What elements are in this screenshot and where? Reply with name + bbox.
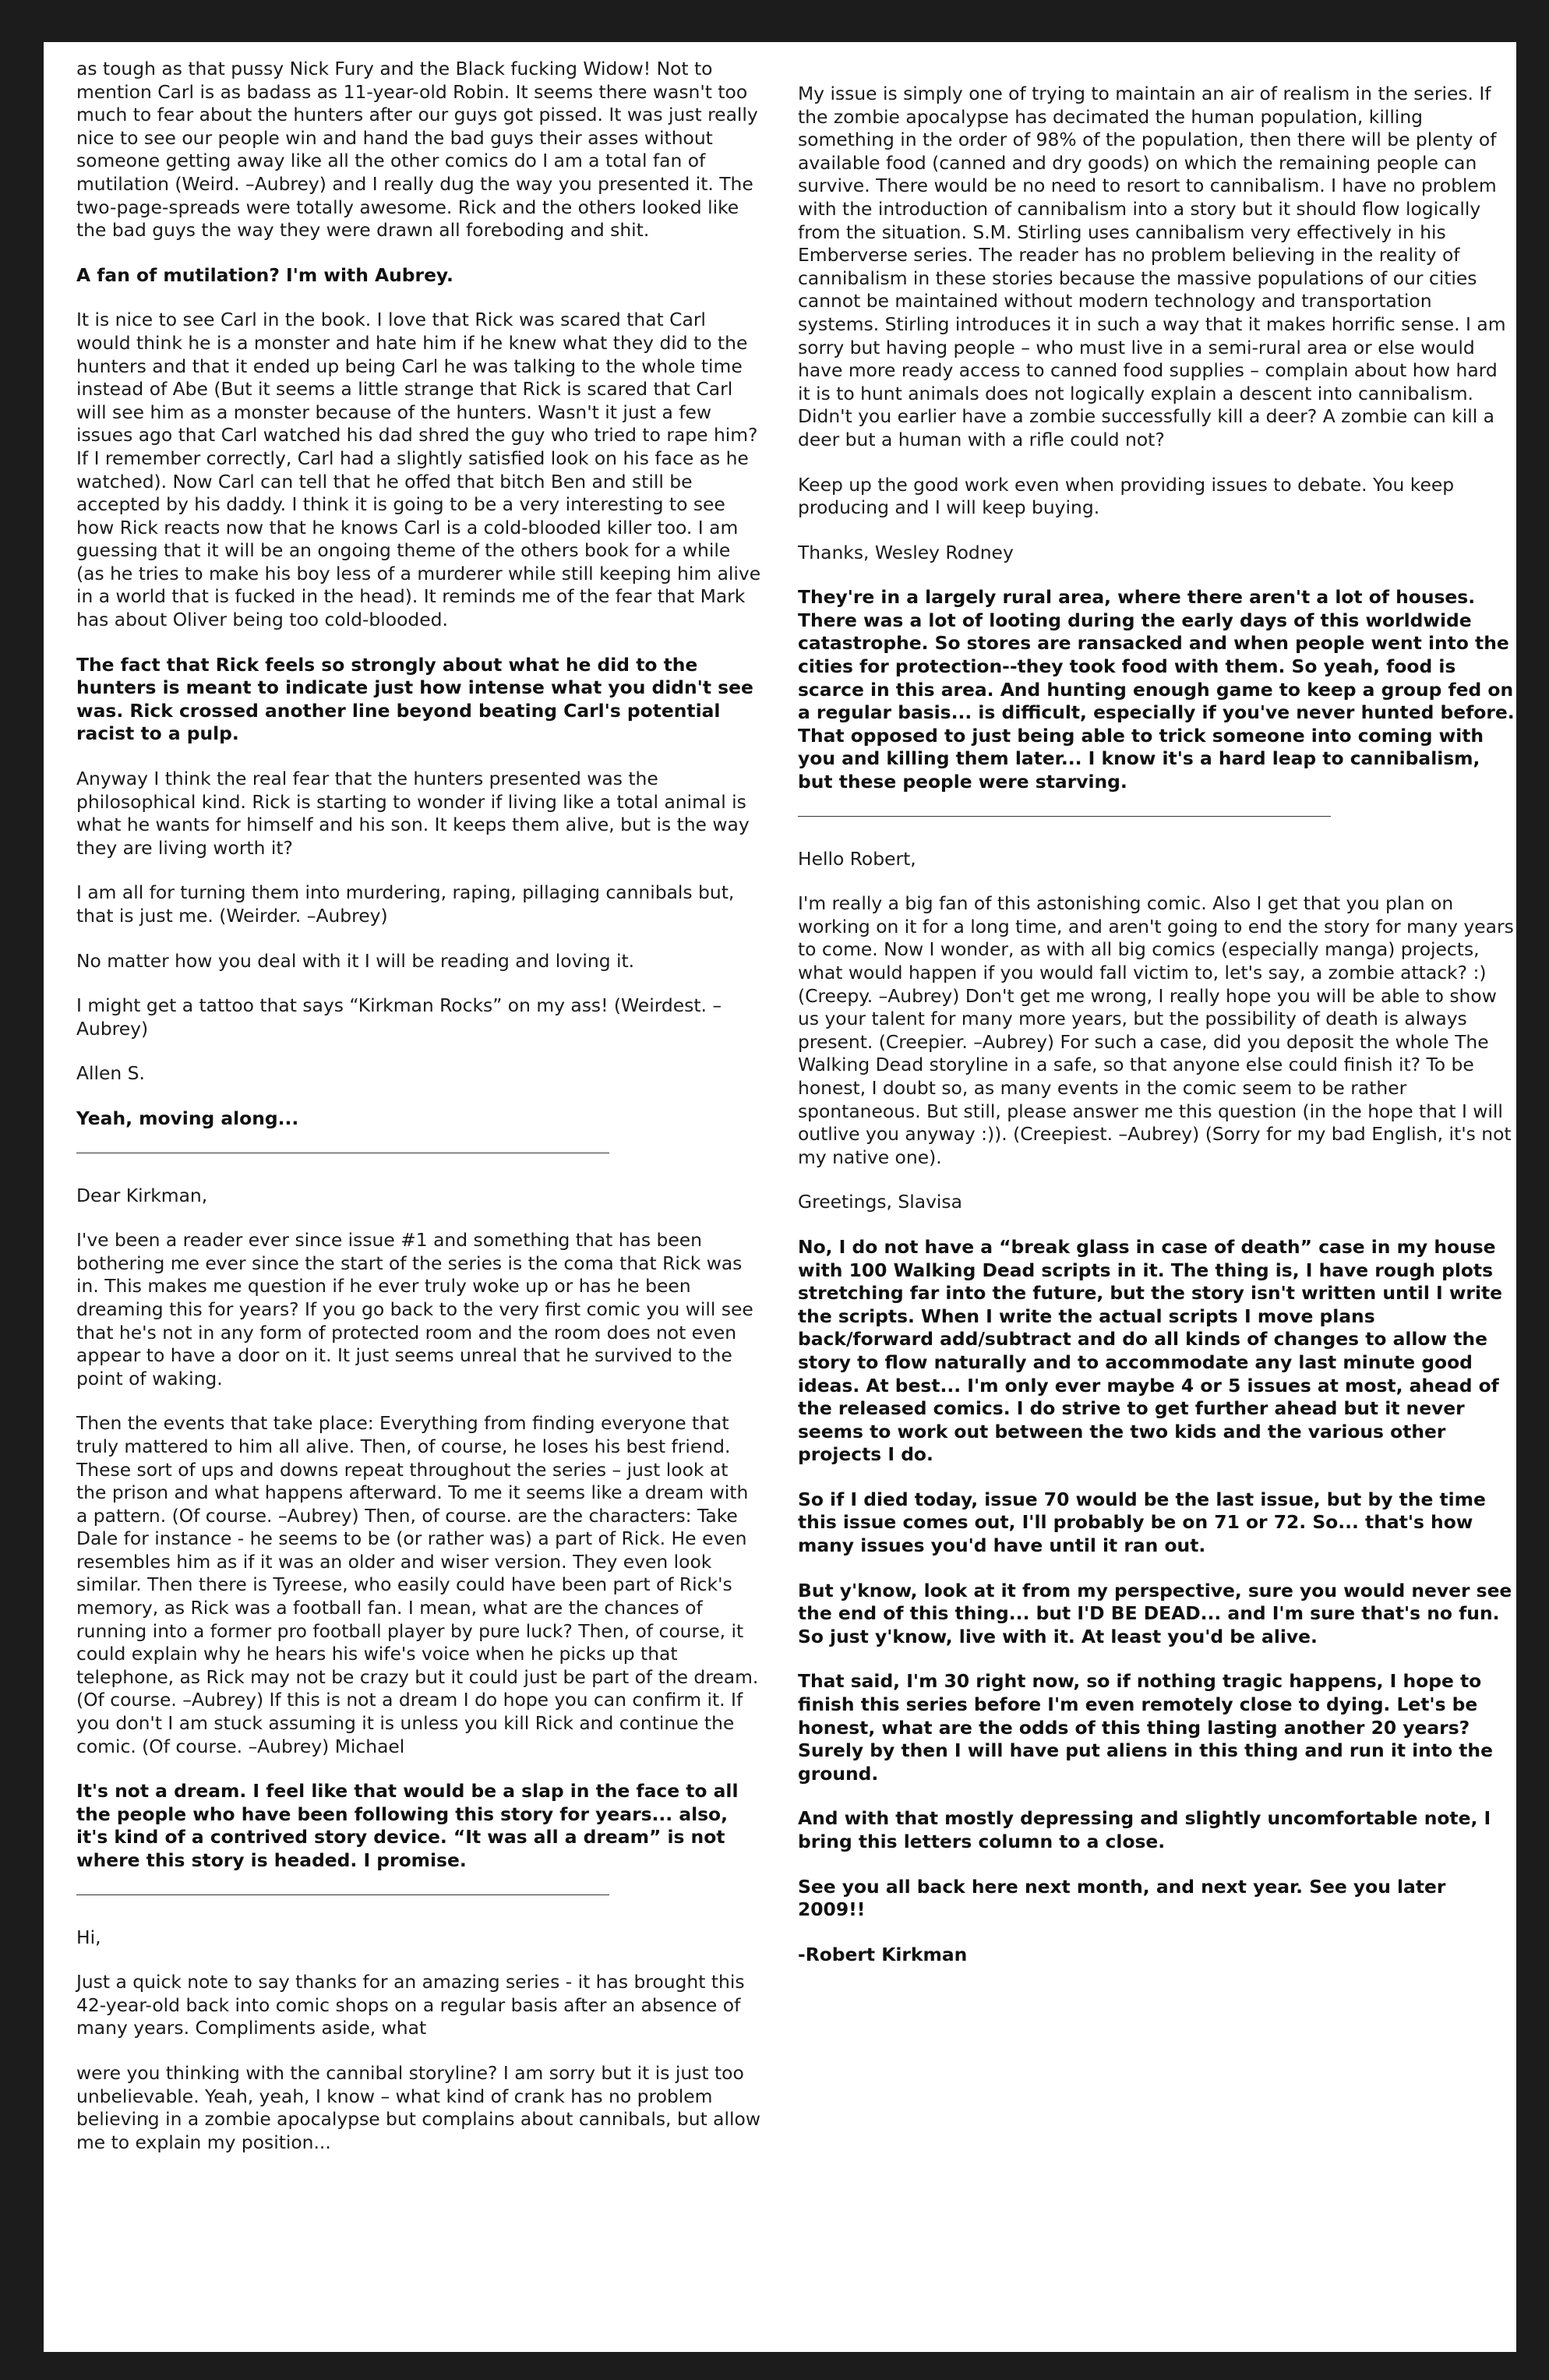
letter-paragraph: I'm really a big fan of this astonishing comic. Also I get that you plan on working on it for a long time, and aren't going to end the story for many years to come. Now I wonder, as with all big comics (especially manga) projects, what would happen if you would fall victim to, let's say, a zombie attack? :) (Creepy. –Aubrey) Don't get me wrong, I really hope you will be able to show us your talent for many more years, but the possibility of death is always present. (Creepier. –Aubrey) For such a case, did you deposit the whole The Walking Dead storyline in a safe, so that anyone else could finish it? To be honest, I doubt so, as many events in the comic seem to be rather spontaneous. But still, please answer me this question (in the hope that I will outlive you anyway :)). (Creepiest. –Aubrey) (Sorry for my bad English, it's not my native one). — [798, 892, 1514, 1168]
letter-paragraph: Anyway I think the real fear that the hunters presented was the philosophical kind. Rick is starting to wonder if living like a total animal is what he wants for himself and his son. It keeps them alive, but is the way they are living worth it? — [76, 768, 750, 859]
right-column — [798, 83, 1515, 1988]
editor-reply: So if I died today, issue 70 would be the last issue, but by the time this issue comes out, I'll probably be on 71 or 72. So... that's how many issues you'd have until it ran out. — [798, 1488, 1486, 1557]
letter-paragraph: Thanks, Wesley Rodney — [798, 541, 1014, 563]
editor-reply: See you all back here next month, and next year. See you later 2009!! — [798, 1875, 1446, 1921]
letter-paragraph: It is nice to see Carl in the book. I love that Rick was scared that Carl would think he is a monster and hate him if he knew what they did to the hunters and that it ended up being Carl he was talking to the whole time instead of Abe (But it seems a little strange that Rick is scared that Carl will see him as a monster because of the hunters. Wasn't it just a few issues ago that Carl watched his dad shred the guy who tried to rape him? If I remember correctly, Carl had a slightly satisfied look on his face as he watched). Now Carl can tell that he offed that bitch Ben and still be accepted by his daddy. I think it is going to be a very interesting to see how Rick reacts now that he knows Carl is a cold-blooded killer too. I am guessing that it will be an ongoing theme of the others book for a while (as he tries to make his boy less of a murderer while still keeping him alive in a world that is fucked in the head). It reminds me of the fear that Mark has about Oliver being too cold-blooded. — [76, 309, 761, 631]
letter-paragraph: Dear Kirkman, — [76, 1184, 208, 1206]
letter-paragraph: were you thinking with the cannibal storyline? I am sorry but it is just too unbelievable. Yeah, yeah, I know – what kind of crank has no problem believing in a zombie apocalypse but complains about cannibals, but allow me to explain my position... — [76, 2061, 760, 2153]
editor-reply: It's not a dream. I feel like that would be a slap in the face to all the people who have been following this story for years... also, it's kind of a contrived story device. “It was all a dream” is not where this story is headed. I promise. — [76, 1780, 739, 1871]
letter-paragraph: Hello Robert, — [798, 847, 916, 870]
letter-paragraph: Allen S. — [76, 1062, 145, 1085]
editor-reply: That said, I'm 30 right now, so if nothing tragic happens, I hope to finish this series before I'm even remotely close to dying. Let's be honest, what are the odds of this thing lasting another 20 years? Surely by then I will have put aliens in this thing and run it into the ground. — [798, 1670, 1493, 1785]
left-column — [76, 58, 762, 2176]
letters-page — [44, 42, 1516, 2352]
letter-paragraph: No matter how you deal with it I will be reading and loving it. — [76, 949, 635, 972]
editor-reply: They're in a largely rural area, where there aren't a lot of houses. There was a lot of looting during the early days of this worldwide catastrophe. So stores are ransacked and when people went into the cities for protection--they took food with them. So yeah, food is scarce in this area. And hunting enough game to keep a group fed on a regular basis... is difficult, especially if you've never hunted before. That opposed to just being able to trick someone into coming with you and killing them later... I know it's a hard leap to cannibalism, but these people were starving. — [798, 586, 1515, 793]
letter-paragraph: Hi, — [76, 1926, 101, 1948]
section-divider — [798, 816, 1331, 817]
letter-paragraph: My issue is simply one of trying to maintain an air of realism in the series. If the zombie apocalypse has decimated the human population, killing something in the order of 98% of the population, then there will be plenty of available food (canned and dry goods) on which the remaining people can survive. There would be no need to resort to cannibalism. I have no problem with the introduction of cannibalism into a story but it should flow logically from the situation. S.M. Stirling uses cannibalism very effectively in his Emberverse series. The reader has no problem believing in the reality of cannibalism in these stories because the massive populations of our cities cannot be maintained without modern technology and transportation systems. Stirling introduces it in such a way that it makes horrific sense. I am sorry but having people – who must live in a semi-rural area or else would have more ready access to canned food supplies – complain about how hard it is to hunt animals does not logically explain a descent into cannibalism. Didn't you earlier have a zombie successfully kill a deer? A zombie can kill a deer but a human with a rifle could not? — [798, 83, 1506, 450]
letter-paragraph: I might get a tattoo that says “Kirkman Rocks” on my ass! (Weirdest. –Aubrey) — [76, 994, 722, 1040]
letter-paragraph: Then the events that take place: Everything from finding everyone that truly mattered to him all alive. Then, of course, he loses his best friend. These sort of ups and downs repeat throughout the series – just look at the prison and what happens afterward. To me it seems like a dream with a pattern. (Of course. –Aubrey) Then, of course. are the characters: Take Dale for instance - he seems to be (or rather was) a part of Rick. He even resembles him as if it was an older and wiser version. They even look similar. Then there is Tyreese, who easily could have been part of Rick's memory, as Rick was a football fan. I mean, what are the chances of running into a former pro football player by pure luck? Then, of course, it could explain why he hears his wife's voice when he picks up that telephone, as Rick may not be crazy but it could just be part of the dream. (Of course. –Aubrey) If this is not a dream I do hope you can confirm it. If you don't I am stuck assuming it is unless you kill Rick and continue the comic. (Of course. –Aubrey) Michael — [76, 1412, 759, 1757]
editor-reply: A fan of mutilation? I'm with Aubrey. — [76, 263, 453, 286]
section-divider — [76, 1894, 609, 1895]
letter-paragraph: Keep up the good work even when providing issues to debate. You keep producing and I will keep buying. — [798, 473, 1455, 519]
editor-reply: The fact that Rick feels so strongly about what he did to the hunters is meant to indicate just how intense what you didn't see was. Rick crossed another line beyond beating Carl's potential racist to a pulp. — [76, 653, 753, 745]
letter-paragraph: Just a quick note to say thanks for an amazing series - it has brought this 42-year-old back into comic shops on a regular basis after an absence of many years. Compliments aside, what — [76, 1971, 745, 2039]
editor-reply: No, I do not have a “break glass in case of death” case in my house with 100 Walking Dead scripts in it. The thing is, I have rough plots stretching far into the future, but the story isn't written until I write the scripts. When I write the actual scripts I move plans back/forward add/subtract and do all kinds of changes to allow the story to flow naturally and to accommodate any last minute good ideas. At best... I'm only ever maybe 4 or 5 issues at most, ahead of the released comics. I do strive to get further ahead but it never seems to work out between the two kids and the various other projects I do. — [798, 1235, 1503, 1466]
editor-reply: But y'know, look at it from my perspective, sure you would never see the end of this thing... but I'D BE DEAD... and I'm sure that's no fun. So just y'know, live with it. At least you'd be alive. — [798, 1579, 1512, 1647]
letter-paragraph: as tough as that pussy Nick Fury and the Black fucking Widow! Not to mention Carl is as badass as 11-year-old Robin. It seems there wasn't too much to fear about the hunters after our guys got pissed. It was just really nice to see our people win and hand the bad guys their asses without someone getting away like all the other comics do I am a total fan of mutilation (Weird. –Aubrey) and I really dug the way you presented it. The two-page-spreads were totally awesome. Rick and the others looked like the bad guys the way they were drawn all foreboding and shit. — [76, 58, 758, 242]
letter-paragraph: I am all for turning them into murdering, raping, pillaging cannibals but, that is just me. (Weirder. –Aubrey) — [76, 881, 735, 927]
letter-paragraph: I've been a reader ever since issue #1 and something that has been bothering me ever since the start of the series is the coma that Rick was in. This makes me question if he ever truly woke up or has he been dreaming this for years? If you go back to the very first comic you will see that he's not in any form of protected room and the room does not even appear to have a door on it. It just seems unreal that he survived to the point of waking. — [76, 1229, 753, 1390]
editor-reply: Yeah, moving along... — [76, 1107, 299, 1129]
editor-reply: -Robert Kirkman — [798, 1943, 968, 1965]
editor-reply: And with that mostly depressing and slightly uncomfortable note, I bring this letters column to a close. — [798, 1807, 1491, 1852]
letter-paragraph: Greetings, Slavisa — [798, 1191, 962, 1213]
